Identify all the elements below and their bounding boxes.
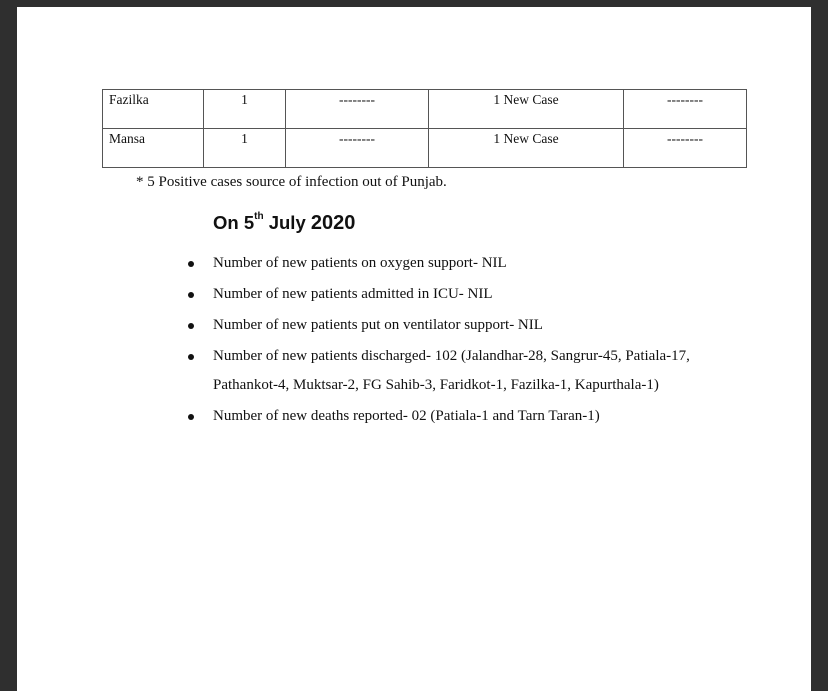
footnote: * 5 Positive cases source of infection out of Punjab. — [136, 174, 447, 190]
bullet-icon — [188, 261, 194, 267]
bullet-icon — [188, 323, 194, 329]
bullet-icon — [188, 414, 194, 420]
heading-prefix: On 5 — [213, 212, 255, 233]
date-heading — [213, 212, 355, 235]
count-cell: 1 — [204, 90, 286, 129]
heading-year: 2020 — [310, 212, 356, 234]
list-item-text: Number of new patients put on ventilator support- NIL — [213, 317, 543, 333]
table-row — [103, 129, 747, 168]
new-case-cell: 1 New Case — [429, 90, 624, 129]
list-item — [185, 280, 745, 309]
list-item-text: Number of new deaths reported- 02 (Patiala-1 and Tarn Taran-1) — [213, 408, 600, 424]
bullet-icon — [188, 354, 194, 360]
document-page — [17, 7, 811, 691]
new-case-cell: 1 New Case — [429, 129, 624, 168]
list-item-text: Number of new patients on oxygen support- NIL — [213, 255, 507, 271]
district-cell: Mansa — [103, 129, 204, 168]
bullet-icon — [188, 292, 194, 298]
empty-cell: -------- — [624, 129, 747, 168]
list-item — [185, 249, 745, 278]
heading-month: July — [263, 212, 311, 233]
empty-cell: -------- — [286, 129, 429, 168]
list-item-text: Number of new patients discharged- 102 (Jalandhar-28, Sangrur-45, Patiala-17, Pathankot-4, Muktsar-2, FG Sahib-3, Faridkot-1, Fazilka-1, Kapurthala-1) — [213, 348, 690, 393]
empty-cell: -------- — [624, 90, 747, 129]
empty-cell: -------- — [286, 90, 429, 129]
list-item — [185, 402, 745, 431]
district-cases-table — [102, 89, 747, 168]
heading-ordinal: th — [254, 211, 264, 222]
list-item — [185, 311, 745, 340]
bullet-list — [185, 249, 745, 433]
district-cell: Fazilka — [103, 90, 204, 129]
count-cell: 1 — [204, 129, 286, 168]
table-row — [103, 90, 747, 129]
list-item — [185, 342, 745, 400]
list-item-text: Number of new patients admitted in ICU- NIL — [213, 286, 493, 302]
